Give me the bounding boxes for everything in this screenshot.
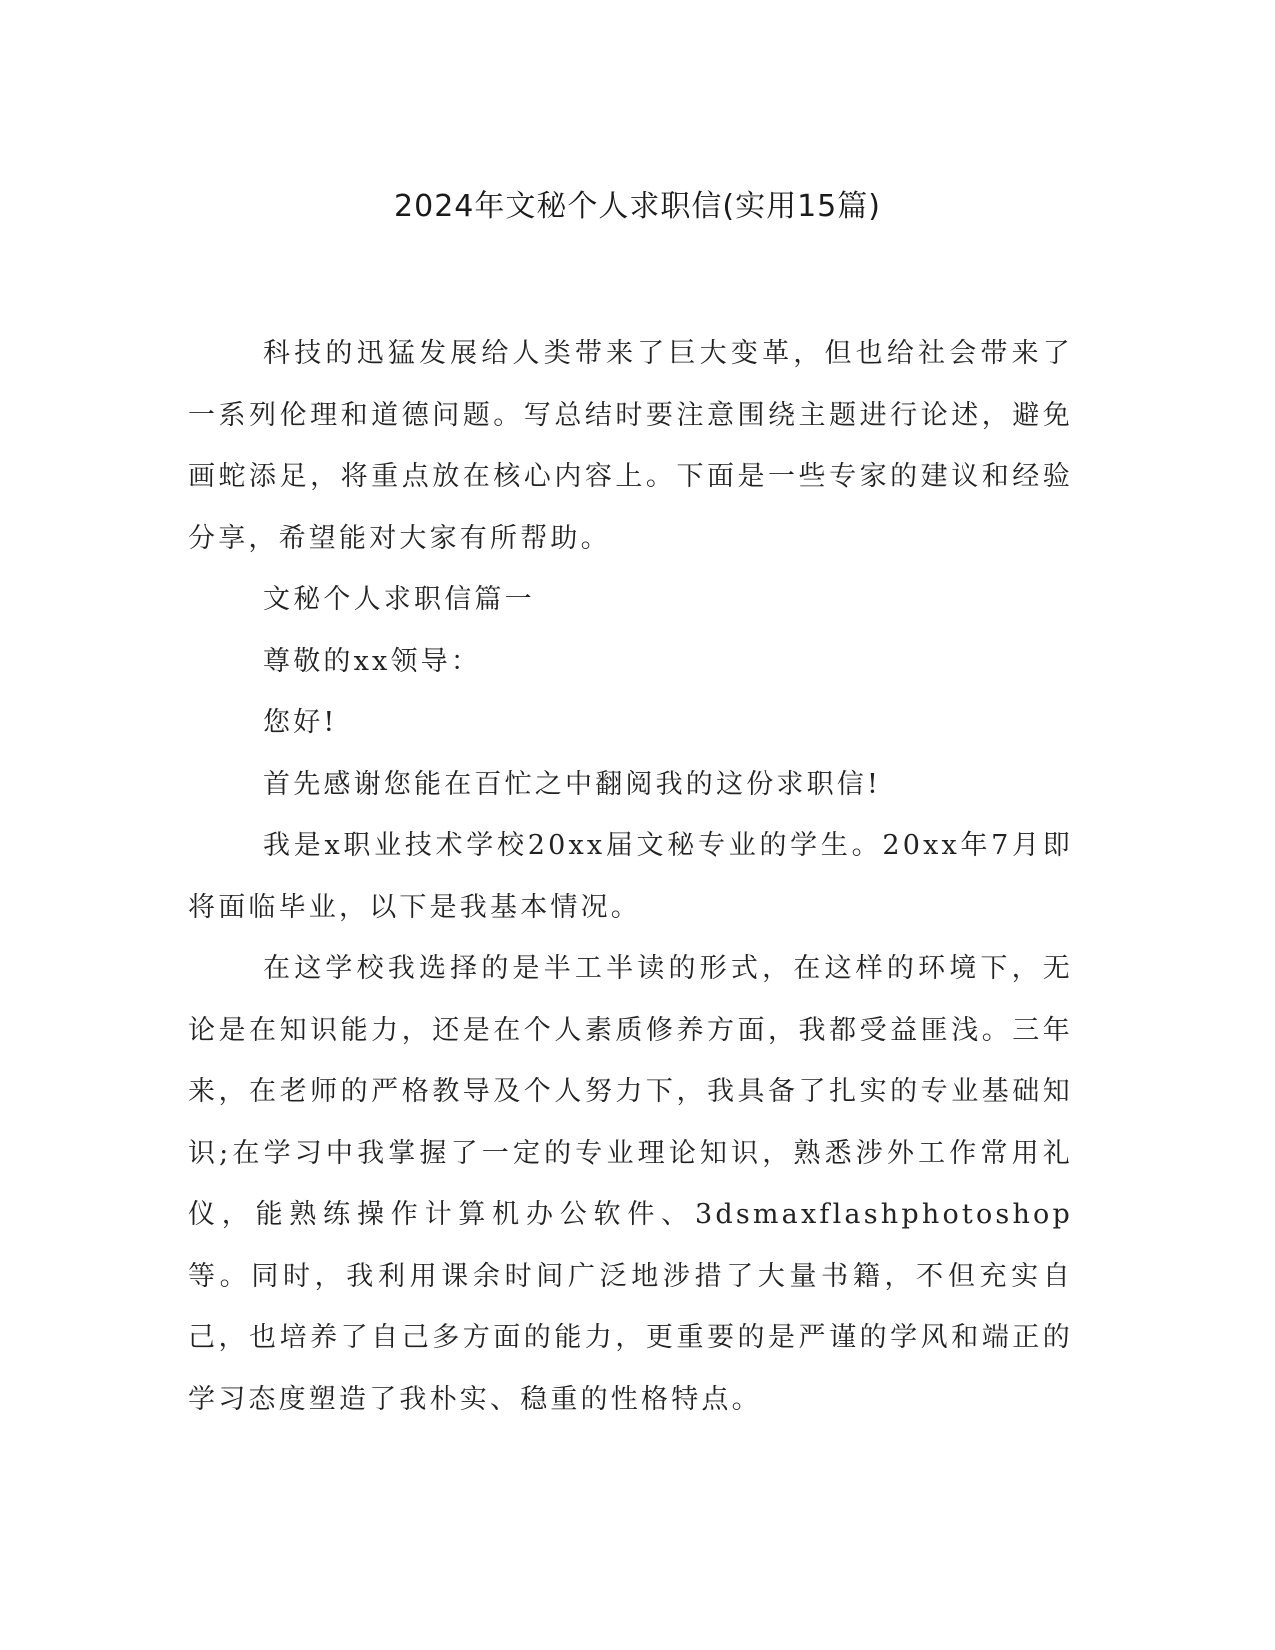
body-paragraph: 在这学校我选择的是半工半读的形式，在这样的环境下，无论是在知识能力，还是在个人素质修养方面，我都受益匪浅。三年来，在老师的严格教导及个人努力下，我具备了扎实的专业基础知识;在学习中我掌握了一定的专业理论知识，熟悉涉外工作常用礼仪，能熟练操作计算机办公软件、3dsmaxflashphotoshop等。同时，我利用课余时间广泛地涉措了大量书籍，不但充实自己，也培养了自己多方面的能力，更重要的是严谨的学风和端正的学习态度塑造了我朴实、稳重的性格特点。 <box>188 953 1073 1415</box>
document-title: 2024年文秘个人求职信(实用15篇) <box>394 189 881 224</box>
greeting: 您好! <box>263 707 338 738</box>
section-heading: 文秘个人求职信篇一 <box>263 584 535 615</box>
body-paragraph: 首先感谢您能在百忙之中翻阅我的这份求职信! <box>263 768 882 800</box>
document-body <box>188 323 1073 1430</box>
body-paragraph: 我是x职业技术学校20xx届文秘专业的学生。20xx年7月即将面临毕业，以下是我基本情况。 <box>188 830 1073 923</box>
salutation: 尊敬的xx领导： <box>263 645 482 677</box>
intro-paragraph: 科技的迅猛发展给人类带来了巨大变革，但也给社会带来了一系列伦理和道德问题。写总结时要注意围绕主题进行论述，避免画蛇添足，将重点放在核心内容上。下面是一些专家的建议和经验分享，希望能对大家有所帮助。 <box>188 338 1073 554</box>
